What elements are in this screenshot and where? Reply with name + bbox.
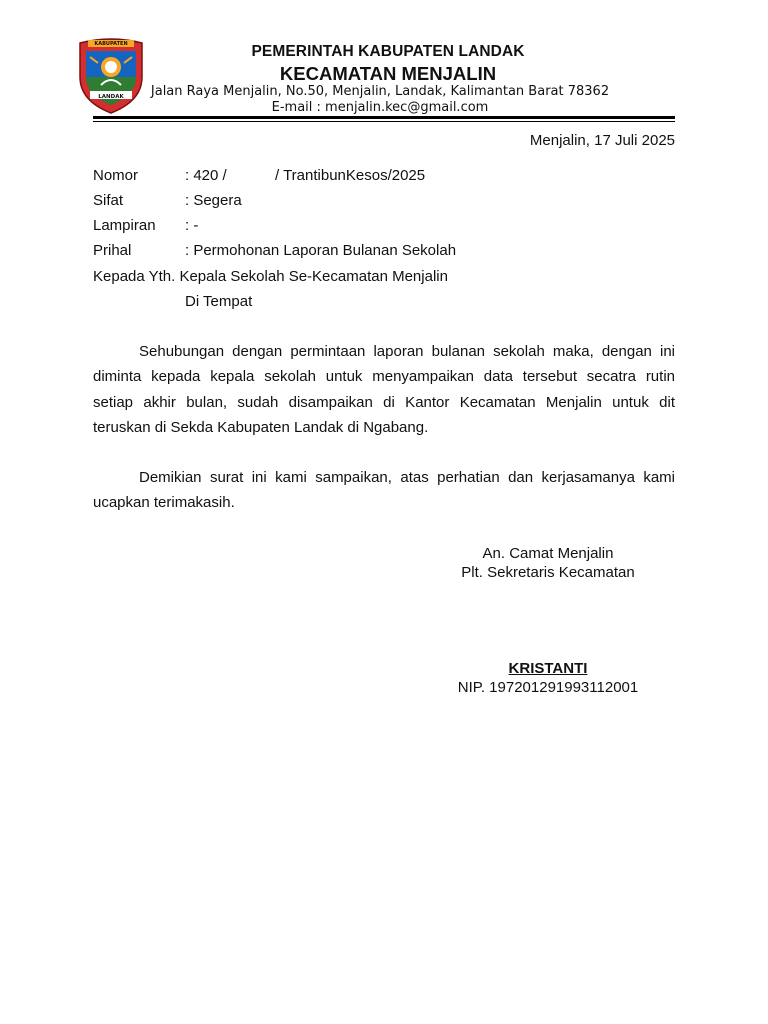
paragraph-2-line: Demikian surat ini kami sampaikan, atas perhatian dan kerjasamanya kami: [139, 469, 675, 486]
recipient-line: Kepada Yth. Kepala Sekolah Se-Kecamatan Menjalin: [93, 268, 448, 285]
signatory-name: KRISTANTI: [508, 660, 588, 677]
signature-position: Plt. Sekretaris Kecamatan: [461, 564, 635, 581]
letterhead-thick-rule: [93, 116, 675, 119]
signature-title: An. Camat Menjalin: [482, 545, 614, 562]
emblem-top-label: KABUPATEN: [94, 41, 128, 47]
emblem-bottom-label: LANDAK: [98, 94, 124, 100]
letterhead-government: PEMERINTAH KABUPATEN LANDAK: [251, 43, 525, 60]
field-value-nomor-suffix: / TrantibunKesos/2025: [275, 167, 426, 184]
letter-date: Menjalin, 17 Juli 2025: [529, 132, 675, 149]
body-paragraph-2: [93, 465, 675, 516]
field-value-sifat: : Segera: [185, 192, 242, 209]
field-value-nomor: : 420 /: [185, 167, 227, 184]
field-value-lampiran: : -: [185, 217, 199, 234]
letterhead-email: E-mail : menjalin.kec@gmail.com: [271, 100, 489, 115]
paragraph-1-line: Sehubungan dengan permintaan laporan bulanan sekolah maka, dengan ini: [139, 343, 675, 360]
letterhead-district: KECAMATAN MENJALIN: [279, 63, 497, 84]
paragraph-1-line: setiap akhir bulan, sudah disampaikan di Kantor Kecamatan Menjalin untuk dit: [93, 393, 675, 411]
letterhead-thin-rule: [93, 121, 675, 122]
letterhead-address: Jalan Raya Menjalin, No.50, Menjalin, Landak, Kalimantan Barat 78362: [150, 84, 610, 99]
field-value-prihal: : Permohonan Laporan Bulanan Sekolah: [185, 242, 457, 259]
field-label-prihal: Prihal: [93, 242, 132, 259]
field-label-sifat: Sifat: [93, 192, 124, 209]
recipient-place: Di Tempat: [185, 293, 253, 310]
body-paragraph-1: [93, 339, 675, 440]
signatory-nip: NIP. 197201291993112001: [457, 679, 639, 696]
paragraph-1-line: diminta kepada kepala sekolah untuk menyampaikan data tersebut secatra rutin: [93, 368, 675, 386]
field-label-nomor: Nomor: [93, 167, 139, 184]
paragraph-2-line: ucapkan terimakasih.: [93, 494, 235, 512]
paragraph-1-line: teruskan di Sekda Kabupaten Landak di Ngabang.: [93, 418, 429, 436]
field-label-lampiran: Lampiran: [93, 217, 156, 234]
